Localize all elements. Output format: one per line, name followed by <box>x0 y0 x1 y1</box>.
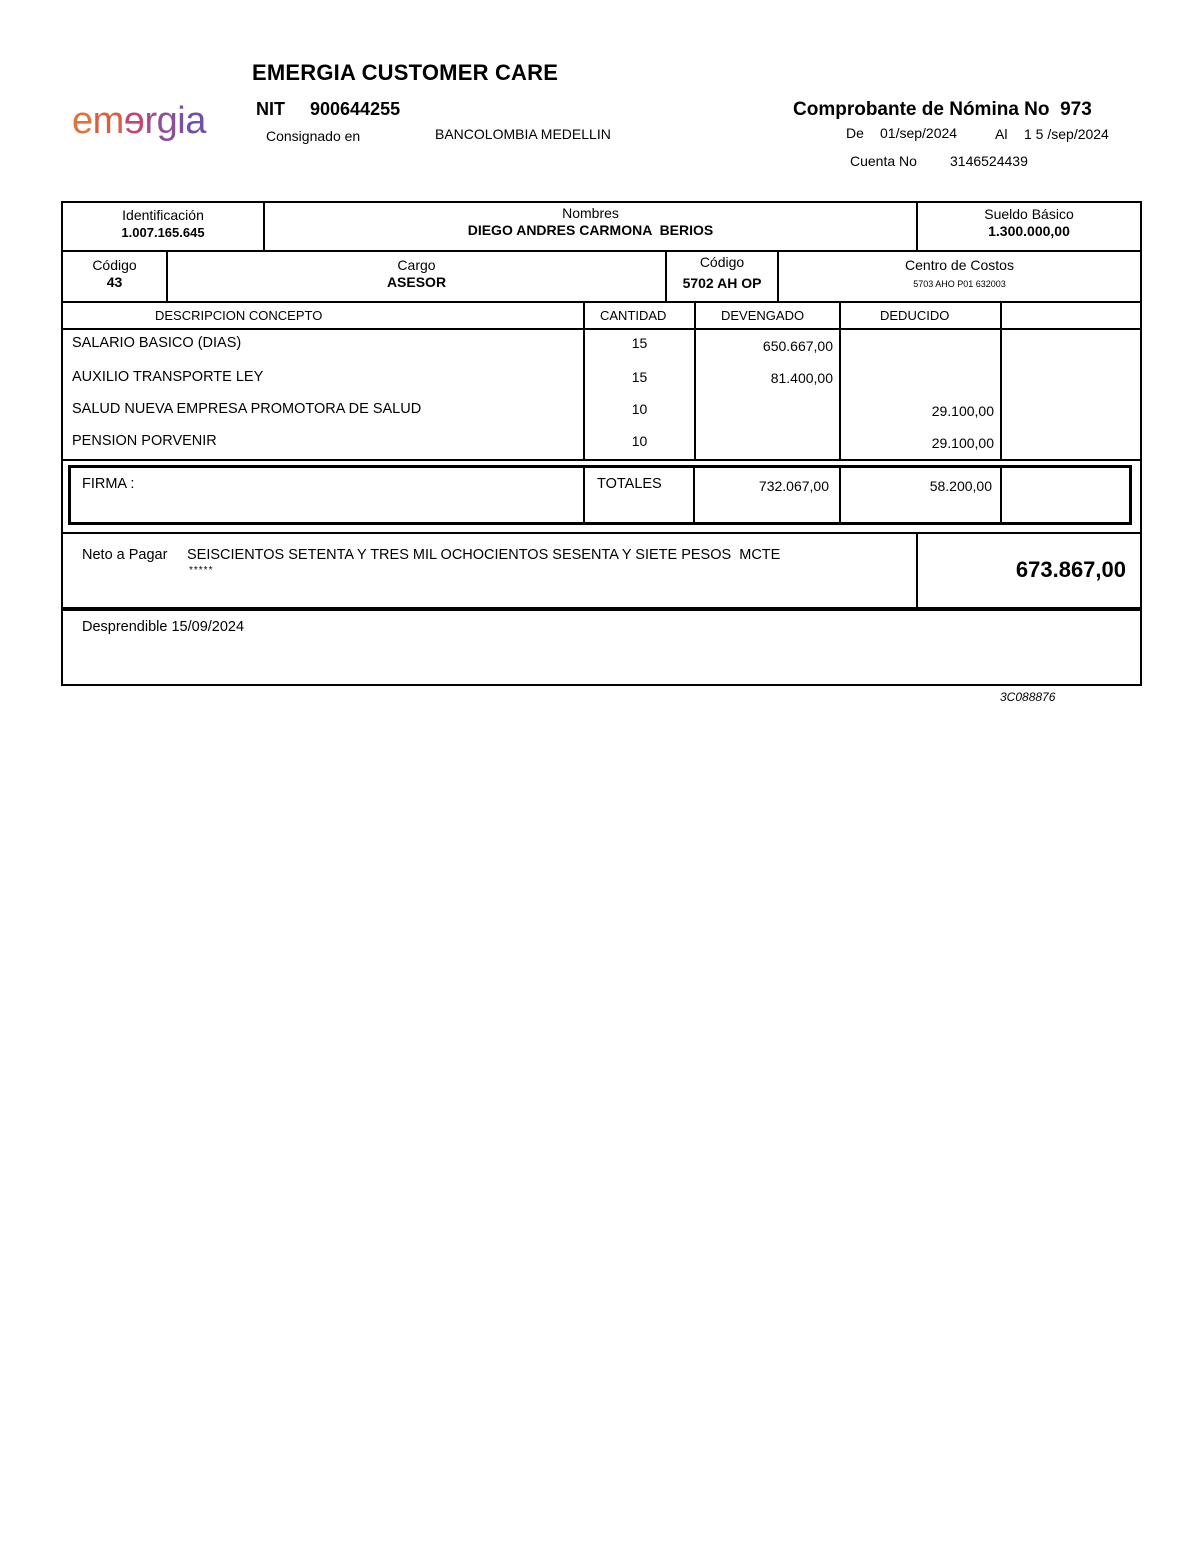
neto-stars: ***** <box>189 565 214 576</box>
cuenta-value: 3146524439 <box>950 153 1028 169</box>
company-name: EMERGIA CUSTOMER CARE <box>252 60 559 85</box>
cargo-cell <box>168 257 665 291</box>
codigo-label: Código <box>92 257 137 273</box>
row-deducido: 29.100,00 <box>931 435 994 451</box>
divider <box>839 465 841 525</box>
codigo-value: 43 <box>106 274 123 290</box>
header-divider <box>61 328 1142 330</box>
divider <box>583 465 585 525</box>
nit-value: 900644255 <box>310 99 401 119</box>
cargo-value: ASESOR <box>386 274 447 290</box>
codigo2-label: Código <box>699 254 745 270</box>
codigo-cell <box>63 257 166 291</box>
neto-amount: 673.867,00 <box>1015 557 1126 582</box>
divider <box>1000 301 1002 460</box>
divider <box>916 532 918 611</box>
row-cantidad: 15 <box>631 369 648 385</box>
rows-divider <box>61 459 1142 461</box>
divider <box>1000 465 1002 525</box>
row-concepto: SALARIO BASICO (DIAS) <box>72 335 242 351</box>
totales-label: TOTALES <box>597 476 662 492</box>
total-deducido: 58.200,00 <box>929 478 992 494</box>
consignado-value: BANCOLOMBIA MEDELLIN <box>435 126 611 142</box>
header-devengado: DEVENGADO <box>721 308 805 323</box>
de-label: De <box>846 125 864 141</box>
row-cantidad: 15 <box>631 335 648 351</box>
header-cantidad: CANTIDAD <box>600 308 667 323</box>
desprendible-label: Desprendible 15/09/2024 <box>82 619 245 635</box>
neto-text: SEISCIENTOS SETENTA Y TRES MIL OCHOCIENTOS SESENTA Y SIETE PESOS MCTE <box>187 547 781 563</box>
row-concepto: PENSION PORVENIR <box>72 433 217 449</box>
header-descripcion: DESCRIPCION CONCEPTO <box>155 308 323 323</box>
al-label: Al <box>995 126 1008 142</box>
centro-label: Centro de Costos <box>905 257 1014 273</box>
nombres-cell <box>265 205 916 239</box>
identificacion-cell <box>63 207 263 241</box>
row-cantidad: 10 <box>631 433 648 449</box>
cargo-label: Cargo <box>397 257 436 273</box>
sueldo-cell <box>918 206 1140 240</box>
row-devengado: 81.400,00 <box>770 370 833 386</box>
row-devengado: 650.667,00 <box>762 338 833 354</box>
totals-box <box>68 465 1132 525</box>
al-value: 1 5 /sep/2024 <box>1024 126 1109 142</box>
total-devengado: 732.067,00 <box>758 478 829 494</box>
nombres-value: DIEGO ANDRES CARMONA BERIOS <box>467 222 714 238</box>
nit-label: NIT <box>256 99 285 119</box>
identificacion-value: 1.007.165.645 <box>121 225 205 240</box>
neto-label: Neto a Pagar <box>82 547 168 563</box>
centro-cell <box>779 257 1140 293</box>
codigo2-value: 5702 AH OP <box>682 275 762 291</box>
de-value: 01/sep/2024 <box>880 125 958 141</box>
nombres-label: Nombres <box>562 205 619 221</box>
codigo2-cell <box>667 254 777 292</box>
divider <box>693 465 695 525</box>
sueldo-label: Sueldo Básico <box>984 206 1074 222</box>
cuenta-label: Cuenta No <box>850 153 917 169</box>
footer-code: 3C088876 <box>1000 690 1056 704</box>
identificacion-label: Identificación <box>122 207 204 223</box>
row-concepto: AUXILIO TRANSPORTE LEY <box>72 369 264 385</box>
sueldo-value: 1.300.000,00 <box>988 223 1070 239</box>
emergia-logo: emɘrgia <box>72 100 206 142</box>
firma-label: FIRMA : <box>82 476 135 492</box>
row-cantidad: 10 <box>631 401 648 417</box>
header-deducido: DEDUCIDO <box>880 308 950 323</box>
row-deducido: 29.100,00 <box>931 403 994 419</box>
comprobante-title: Comprobante de Nómina No 973 <box>793 99 1092 120</box>
consignado-label: Consignado en <box>266 128 361 144</box>
row-concepto: SALUD NUEVA EMPRESA PROMOTORA DE SALUD <box>72 401 422 417</box>
centro-value: 5703 AHO P01 632003 <box>913 279 1006 289</box>
